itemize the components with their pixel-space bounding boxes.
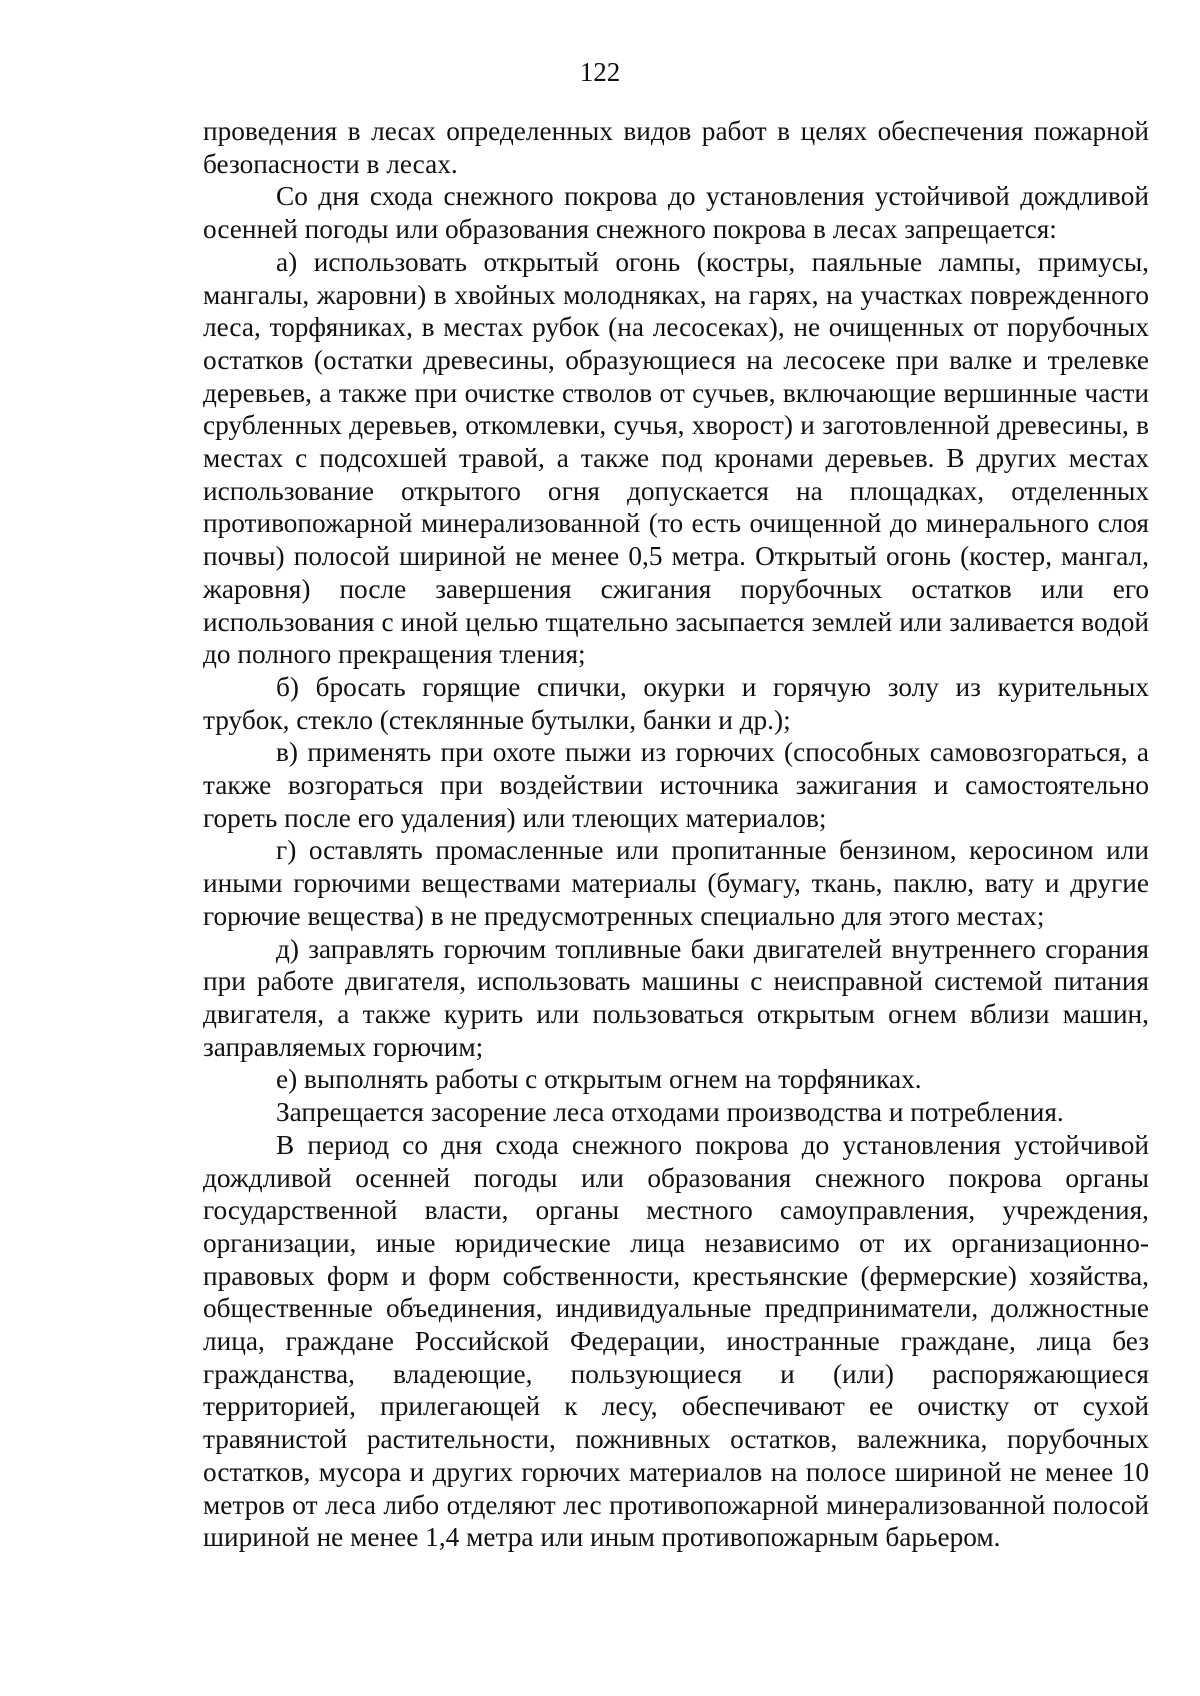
paragraph-continuation: проведения в лесах определенных видов работ в целях обеспечения пожарной безопасности в лесах. [203,116,1149,179]
list-item-e: е) выполнять работы с открытым огнем на торфяниках. [276,1064,922,1095]
paragraph-littering: Запрещается засорение леса отходами производства и потребления. [276,1097,1064,1128]
list-item-a: а) использовать открытый огонь (костры, паяльные лампы, примусы, мангалы, жаровни) в хвойных молодняках, на гарях, на участках поврежденного леса, торфяниках, в местах рубок (на лесосеках), не очищенных от порубочных остатков (остатки древесины, образующиеся на лесосеке при валке и трелевке деревьев, а также при очистке стволов от сучьев, включающие вершинные части срубленных деревьев, откомлевки, сучья, хворост) и заготовленной древесины, в местах с подсохшей травой, а также под кронами деревьев. В других местах использование открытого огня допускается на площадках, отделенных противопожарной минерализованной (то есть очищенной до минерального слоя почвы) полосой шириной не менее 0,5 метра. Открытый огонь (костер, мангал, жаровня) после завершения сжигания порубочных остатков или его использования с иной целью тщательно засыпается землей или заливается водой до полного прекращения тления; [203,246,1149,670]
list-item-d: д) заправлять горючим топливные баки двигателей внутреннего сгорания при работе двигателя, использовать машины с неисправной системой питания двигателя, а также курить или пользоваться открытым огнем вблизи машин, заправляемых горючим; [203,933,1149,1062]
paragraph-clearing-obligation: В период со дня схода снежного покрова до установления устойчивой дождливой осенней погоды или образования снежного покрова органы государственной власти, органы местного самоуправления, учреждения, организации, иные юридические лица независимо от их организационно-правовых форм и форм собственности, крестьянские (фермерские) хозяйства, общественные объединения, индивидуальные предприниматели, должностные лица, граждане Российской Федерации, иностранные граждане, лица без гражданства, владеющие, пользующиеся и (или) распоряжающиеся территорией, прилегающей к лесу, обеспечивают ее очистку от сухой травянистой растительности, пожнивных остатков, валежника, порубочных остатков, мусора и других горючих материалов на полосе шириной не менее 10 метров от леса либо отделяют лес противопожарной минерализованной полосой шириной не менее 1,4 метра или иным противопожарным барьером. [203,1129,1149,1553]
list-item-b: б) бросать горящие спички, окурки и горячую золу из курительных трубок, стекло (стеклянные бутылки, банки и др.); [203,671,1149,735]
paragraph-prohibition-intro: Со дня схода снежного покрова до установления устойчивой дождливой осенней погоды или образования снежного покрова в лесах запрещается: [203,181,1149,245]
document-body [203,115,1149,1554]
page-number: 122 [579,57,621,87]
list-item-g: г) оставлять промасленные или пропитанные бензином, керосином или иными горючими веществами материалы (бумагу, ткань, паклю, вату и другие горючие вещества) в не предусмотренных специально для этого местах; [203,835,1149,931]
list-item-v: в) применять при охоте пыжи из горючих (способных самовозгораться, а также возгораться при воздействии источника зажигания и самостоятельно гореть после его удаления) или тлеющих материалов; [203,737,1149,833]
